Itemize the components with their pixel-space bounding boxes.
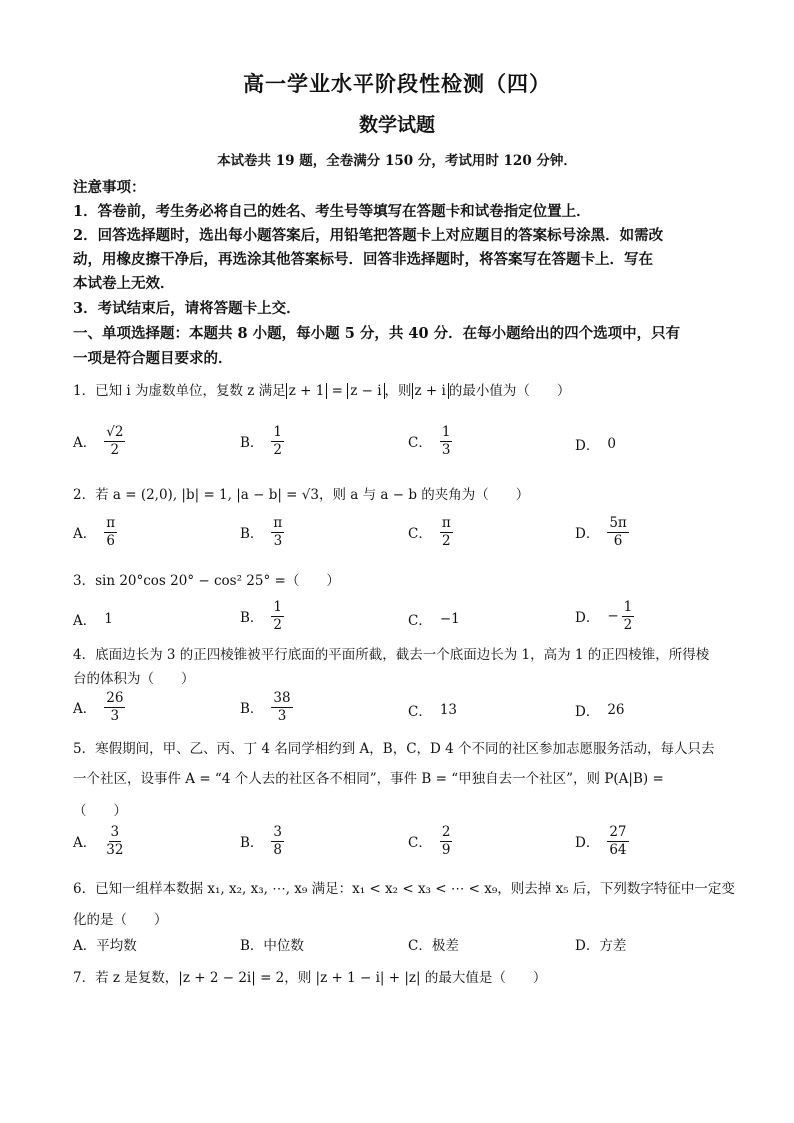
q2-option-a[interactable]: A． $\frac{\pi}{6}$ bbox=[73, 515, 116, 549]
exam-title: 高一学业水平阶段性检测（四） bbox=[243, 71, 551, 96]
q1-post: 的最小值为（ ） bbox=[448, 383, 571, 399]
q4-option-b[interactable]: B． $\frac{38}{3}$ bbox=[240, 690, 291, 724]
q2-option-c[interactable]: C． $\frac{\pi}{2}$ bbox=[408, 515, 451, 549]
question-7: 7．若 z 是复数，|z + 2 − 2i| = 2，则 |z + 1 − i| + |z| 的最大值是（ ） bbox=[73, 970, 547, 986]
q1-option-b[interactable]: B． $\frac{1}{2}$ bbox=[240, 424, 283, 458]
notice-item-2b: 动，用橡皮擦干净后，再选涂其他答案标号．回答非选择题时，将答案写在答题卡上．写在 bbox=[73, 251, 653, 268]
q3-option-a[interactable]: A． 1 bbox=[73, 611, 113, 629]
q4-option-d[interactable]: D． 26 bbox=[575, 702, 625, 720]
notice-item-2c: 本试卷上无效． bbox=[73, 275, 175, 292]
q1-option-c[interactable]: C． $\frac{1}{3}$ bbox=[408, 424, 451, 458]
notice-item-3: 3．考试结束后，请将答题卡上交． bbox=[73, 300, 301, 317]
q3-option-c[interactable]: C． −1 bbox=[408, 611, 460, 629]
question-1 bbox=[73, 379, 733, 399]
notice-heading: 注意事项： bbox=[73, 179, 146, 196]
q1-option-d[interactable]: D． 0 bbox=[575, 436, 616, 454]
q1-eq: = bbox=[327, 383, 348, 399]
question-6-line1: 6．已知一组样本数据 x₁, x₂, x₃, ⋯, x₉ 满足：x₁ < x₂ < x₃ < ⋯ < x₉，则去掉 x₅ 后，下列数字特征中一定变 bbox=[73, 881, 735, 897]
q1-expr2: z − i bbox=[347, 383, 384, 399]
q2-option-d[interactable]: D． $\frac{5\pi}{6}$ bbox=[575, 515, 627, 549]
q2-option-b[interactable]: B． $\frac{\pi}{3}$ bbox=[240, 515, 283, 549]
question-6-line2: 化的是（ ） bbox=[73, 912, 168, 928]
question-3: 3．sin 20°cos 20° − cos² 25° =（ ） bbox=[73, 573, 340, 589]
exam-info: 本试卷共 19 题，全卷满分 150 分，考试用时 120 分钟． bbox=[217, 153, 577, 169]
section-heading-line2: 一项是符合题目要求的． bbox=[73, 350, 233, 367]
q1-expr3: z + i bbox=[412, 383, 449, 399]
q5-option-a[interactable]: A． $\frac{3}{32}$ bbox=[73, 824, 124, 858]
q6-option-b[interactable]: B．中位数 bbox=[240, 938, 304, 954]
q5-option-d[interactable]: D． $\frac{27}{64}$ bbox=[575, 824, 627, 858]
q6-option-a[interactable]: A．平均数 bbox=[73, 938, 137, 954]
q6-option-d[interactable]: D．方差 bbox=[575, 938, 627, 954]
q4-option-a[interactable]: A． $\frac{26}{3}$ bbox=[73, 690, 124, 724]
q1-option-a[interactable]: A． $\frac{√2}{2}$ bbox=[73, 424, 124, 458]
question-4-line2: 台的体积为（ ） bbox=[73, 671, 195, 687]
q1-expr1: z + 1 bbox=[286, 383, 328, 399]
question-4-line1: 4．底面边长为 3 的正四棱锥被平行底面的平面所截，截去一个底面边长为 1，高为 1 的正四棱锥，所得棱 bbox=[73, 647, 710, 663]
exam-subtitle: 数学试题 bbox=[358, 114, 435, 136]
q3-option-d[interactable]: D． − $\frac{1}{2}$ bbox=[575, 599, 633, 633]
q3-option-b[interactable]: B． $\frac{1}{2}$ bbox=[240, 599, 283, 633]
question-5-line1: 5．寒假期间，甲、乙、丙、丁 4 名同学相约到 A，B，C，D 4 个不同的社区参加志愿服务活动，每人只去 bbox=[73, 741, 715, 757]
section-heading-line1: 一、单项选择题：本题共 8 小题，每小题 5 分，共 40 分．在每小题给出的四个选项中，只有 bbox=[73, 325, 681, 342]
question-2: 2．若 a = (2,0), |b| = 1, |a − b| = √3，则 a 与 a − b 的夹角为（ ） bbox=[73, 487, 530, 503]
q5-option-c[interactable]: C． $\frac{2}{9}$ bbox=[408, 824, 451, 858]
question-5-line2: 一个社区，设事件 A = “4 个人去的社区各不相同”，事件 B = “甲独自去一个社区”，则 P(A|B) = bbox=[73, 771, 664, 787]
q1-mid: ，则 bbox=[384, 383, 412, 399]
q4-option-c[interactable]: C． 13 bbox=[408, 702, 458, 720]
question-5-line3: （ ） bbox=[73, 803, 127, 819]
q1-pre: 1．已知 i 为虚数单位，复数 z 满足 bbox=[73, 383, 286, 399]
notice-item-2a: 2．回答选择题时，选出每小题答案后，用铅笔把答题卡上对应题目的答案标号涂黑．如需改 bbox=[73, 227, 664, 244]
notice-item-1: 1．答卷前，考生务必将自己的姓名、考生号等填写在答题卡和试卷指定位置上． bbox=[73, 203, 591, 220]
q6-option-c[interactable]: C．极差 bbox=[408, 938, 459, 954]
q5-option-b[interactable]: B． $\frac{3}{8}$ bbox=[240, 824, 283, 858]
